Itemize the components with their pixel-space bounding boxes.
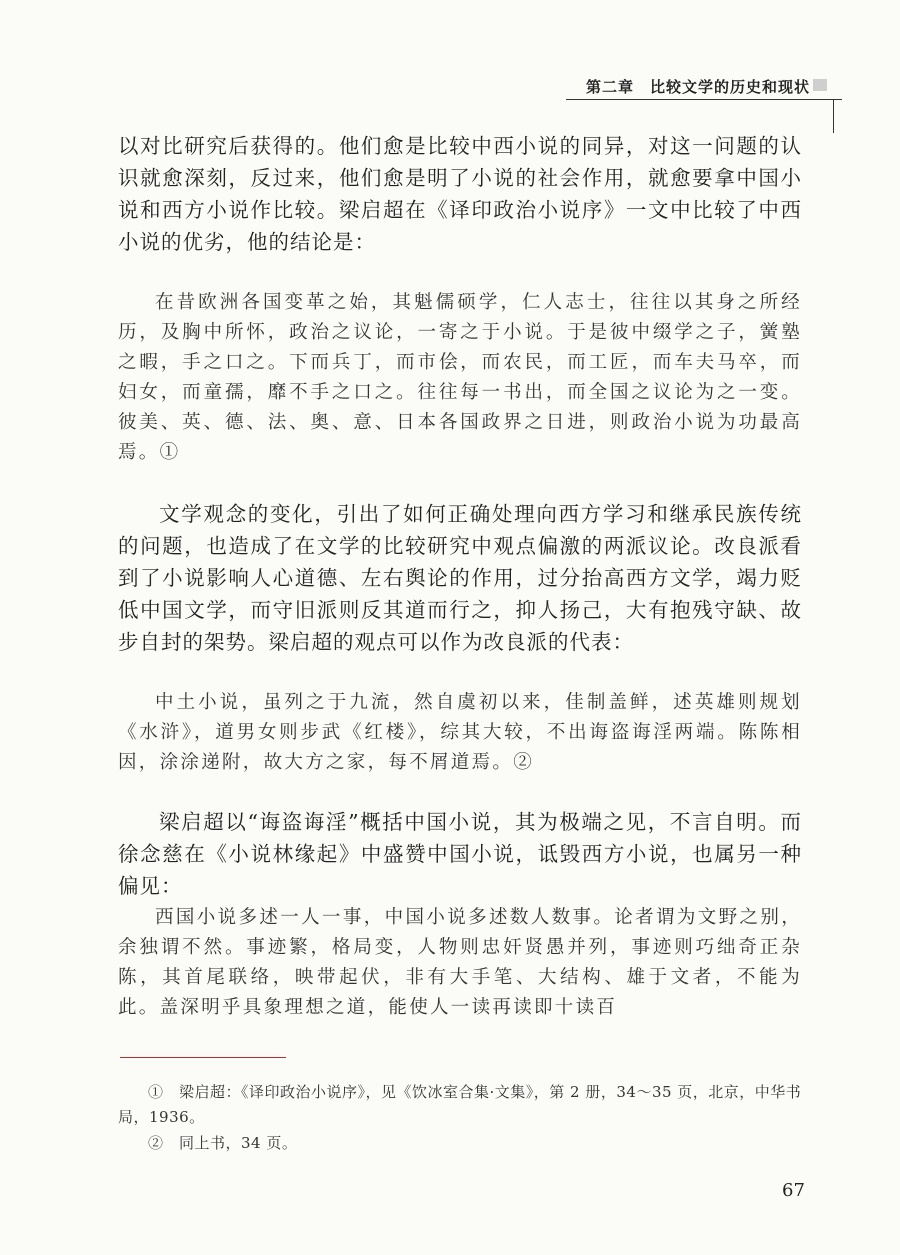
header-decoration [813,79,827,91]
footnote-1: ① 梁启超：《译印政治小说序》，见《饮冰室合集·文集》，第 2 册，34～35 页，北京，中华书局，1936。 [118,1083,802,1126]
chapter-title: 第二章 比较文学的历史和现状 [586,78,811,96]
paragraph-2: 文学观念的变化，引出了如何正确处理向西方学习和继承民族传统的问题，也造成了在文学的比较研究中观点偏激的两派议论。改良派看到了小说影响人心道德、左右舆论的作用，过分抬高西方文学，竭力贬低中国文学，而守旧派则反其道而行之，抑人扬己，大有抱残守缺、故步自封的架势。梁启超的观点可以作为改良派的代表： [118,502,802,654]
footnote-rule [120,1057,286,1058]
block-quote-1: 在昔欧洲各国变革之始，其魁儒硕学，仁人志士，往往以其身之所经历，及胸中所怀，政治之议论，一寄之于小说。于是彼中缀学之子，黉塾之暇，手之口之。下而兵丁，而市侩，而农民，而工匠，而车夫马卒，而妇女，而童孺，靡不手之口之。往往每一书出，而全国之议论为之一变。彼美、英、德、法、奥、意、日本各国政界之日进，则政治小说为功最高焉。① [118,292,802,463]
header-rule [566,99,842,100]
footnote-2: ② 同上书，34 页。 [148,1134,298,1152]
paragraph-1: 以对比研究后获得的。他们愈是比较中西小说的同异，对这一问题的认识就愈深刻，反过来，他们愈是明了小说的社会作用，就愈要拿中国小说和西方小说作比较。梁启超在《译印政治小说序》一文中比较了中西小说的优劣，他的结论是： [118,134,802,254]
block-quote-2: 中土小说，虽列之于九流，然自虞初以来，佳制盖鲜，述英雄则规划《水浒》，道男女则步武《红楼》，综其大较，不出诲盗诲淫两端。陈陈相因，涂涂递附，故大方之家，每不屑道焉。② [118,692,802,773]
paragraph-3: 梁启超以“诲盗诲淫”概括中国小说，其为极端之见，不言自明。而徐念慈在《小说林缘起》中盛赞中国小说，诋毁西方小说，也属另一种偏见： [118,810,802,898]
running-header [566,76,842,102]
page-number: 67 [782,1180,805,1201]
header-vertical-rule [833,99,834,133]
block-quote-3: 西国小说多述一人一事，中国小说多述数人数事。论者谓为文野之别，余独谓不然。事迹繁，格局变，人物则忠奸贤愚并列，事迹则巧绌奇正杂陈，其首尾联络，映带起伏，非有大手笔、大结构、雄于文者，不能为此。盖深明乎具象理想之道，能使人一读再读即十读百 [118,907,802,1018]
